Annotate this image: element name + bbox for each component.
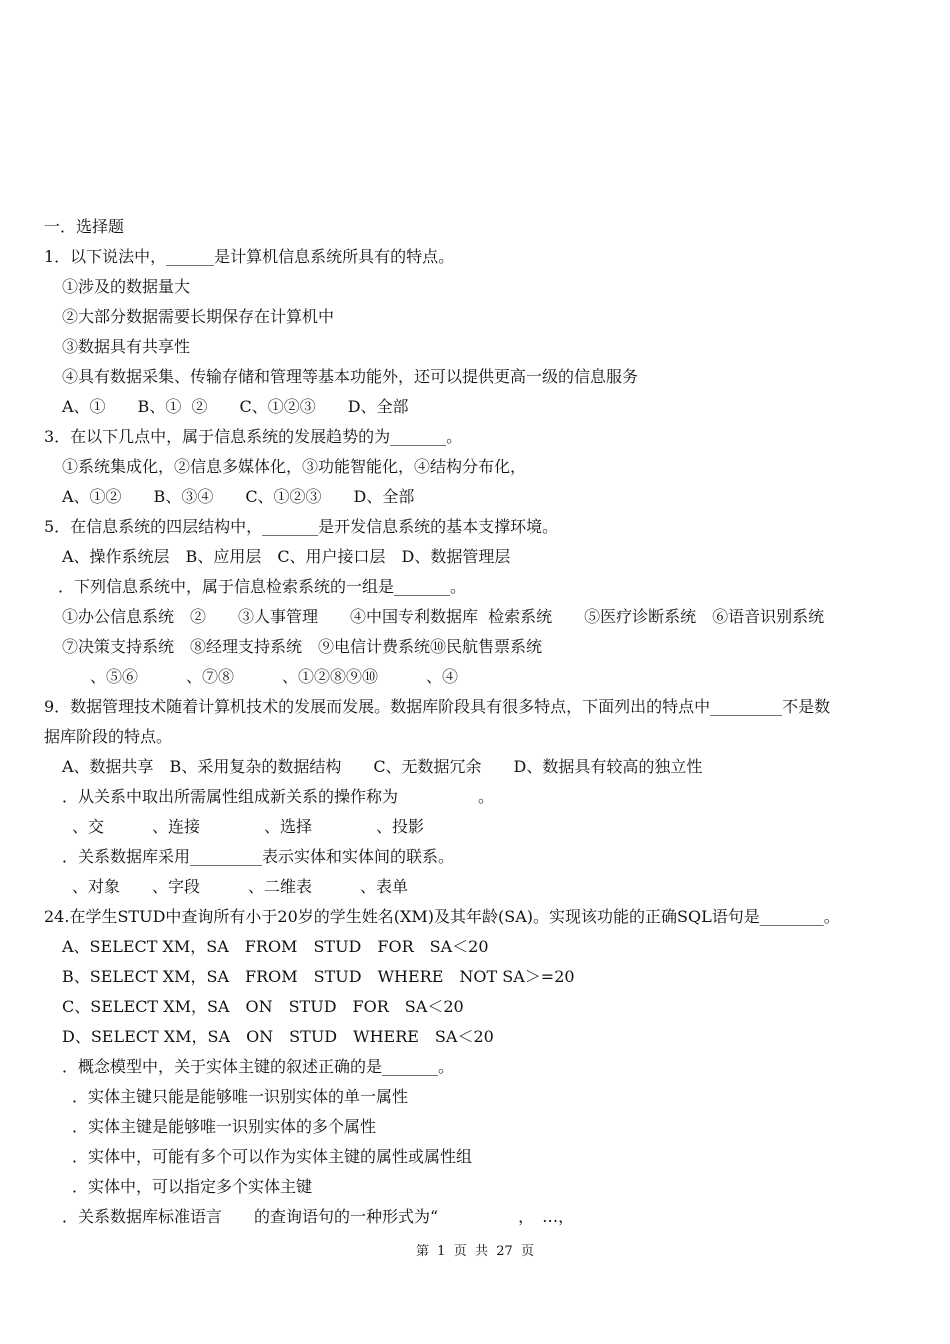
question-3-items: ①系统集成化，②信息多媒体化，③功能智能化，④结构分布化， xyxy=(62,457,527,476)
question-1-item-1: ①涉及的数据量大 xyxy=(62,277,191,296)
question-3: 3．在以下几点中，属于信息系统的发展趋势的为_______。 xyxy=(44,427,463,446)
question-1-item-3: ③数据具有共享性 xyxy=(62,337,191,356)
question-5-options: A、操作系统层 B、应用层 C、用户接口层 D、数据管理层 xyxy=(62,547,511,566)
question-1: 1．以下说法中，______是计算机信息系统所具有的特点。 xyxy=(44,247,455,266)
question-24: 24.在学生STUD中查询所有小于20岁的学生姓名(XM)及其年龄(SA)。实现该功能的正确SQL语句是________。 xyxy=(44,907,840,926)
question-5: 5．在信息系统的四层结构中，_______是开发信息系统的基本支撑环境。 xyxy=(44,517,559,536)
question-1-options: A、① B、① ② C、①②③ D、全部 xyxy=(62,397,409,416)
question-7-items-b: ⑦决策支持系统 ⑧经理支持系统 ⑨电信计费系统⑩民航售票系统 xyxy=(62,637,543,656)
question-primary-key-option-c: ．实体中，可能有多个可以作为实体主键的属性或属性组 xyxy=(72,1147,473,1166)
question-primary-key-option-d: ．实体中，可以指定多个实体主键 xyxy=(72,1177,313,1196)
page-footer: 第 1 页 共 27 页 xyxy=(415,1244,535,1259)
question-primary-key-option-b: ．实体主键是能够唯一识别实体的多个属性 xyxy=(72,1117,377,1136)
question-projection: ．从关系中取出所需属性组成新关系的操作称为 。 xyxy=(62,787,495,806)
question-24-option-d: D、SELECT XM，SA ON STUD WHERE SA＜20 xyxy=(62,1027,494,1046)
question-relational: ．关系数据库采用_________表示实体和实体间的联系。 xyxy=(62,847,455,866)
question-9-cont: 据库阶段的特点。 xyxy=(44,727,173,746)
question-projection-options: 、交 、连接 、选择 、投影 xyxy=(72,817,425,836)
question-3-options: A、①② B、③④ C、①②③ D、全部 xyxy=(62,487,415,506)
question-24-option-b: B、SELECT XM，SA FROM STUD WHERE NOT SA＞=20 xyxy=(62,967,575,986)
question-1-item-2: ②大部分数据需要长期保存在计算机中 xyxy=(62,307,335,326)
question-relational-options: 、对象 、字段 、二维表 、表单 xyxy=(72,877,409,896)
question-sql: ．关系数据库标准语言 的查询语句的一种形式为“ ， …， xyxy=(62,1207,575,1226)
question-1-item-4: ④具有数据采集、传输存储和管理等基本功能外，还可以提供更高一级的信息服务 xyxy=(62,367,639,386)
question-7-items-a: ①办公信息系统 ② ③人事管理 ④中国专利数据库 检索系统 ⑤医疗诊断系统 ⑥语音识别系统 xyxy=(62,607,825,626)
question-24-option-c: C、SELECT XM，SA ON STUD FOR SA＜20 xyxy=(62,997,464,1016)
question-9-options: A、数据共享 B、采用复杂的数据结构 C、无数据冗余 D、数据具有较高的独立性 xyxy=(62,757,703,776)
question-24-option-a: A、SELECT XM，SA FROM STUD FOR SA＜20 xyxy=(62,937,489,956)
section-heading: 一．选择题 xyxy=(44,217,125,236)
question-7-options: 、⑤⑥ 、⑦⑧ 、①②⑧⑨⑩ 、④ xyxy=(90,667,459,686)
question-7: ．下列信息系统中，属于信息检索系统的一组是_______。 xyxy=(58,577,467,596)
question-primary-key-option-a: ．实体主键只能是能够唯一识别实体的单一属性 xyxy=(72,1087,409,1106)
question-primary-key: ．概念模型中，关于实体主键的叙述正确的是_______。 xyxy=(62,1057,455,1076)
question-9: 9．数据管理技术随着计算机技术的发展而发展。数据库阶段具有很多特点，下面列出的特点中_________不是数 xyxy=(44,697,831,716)
